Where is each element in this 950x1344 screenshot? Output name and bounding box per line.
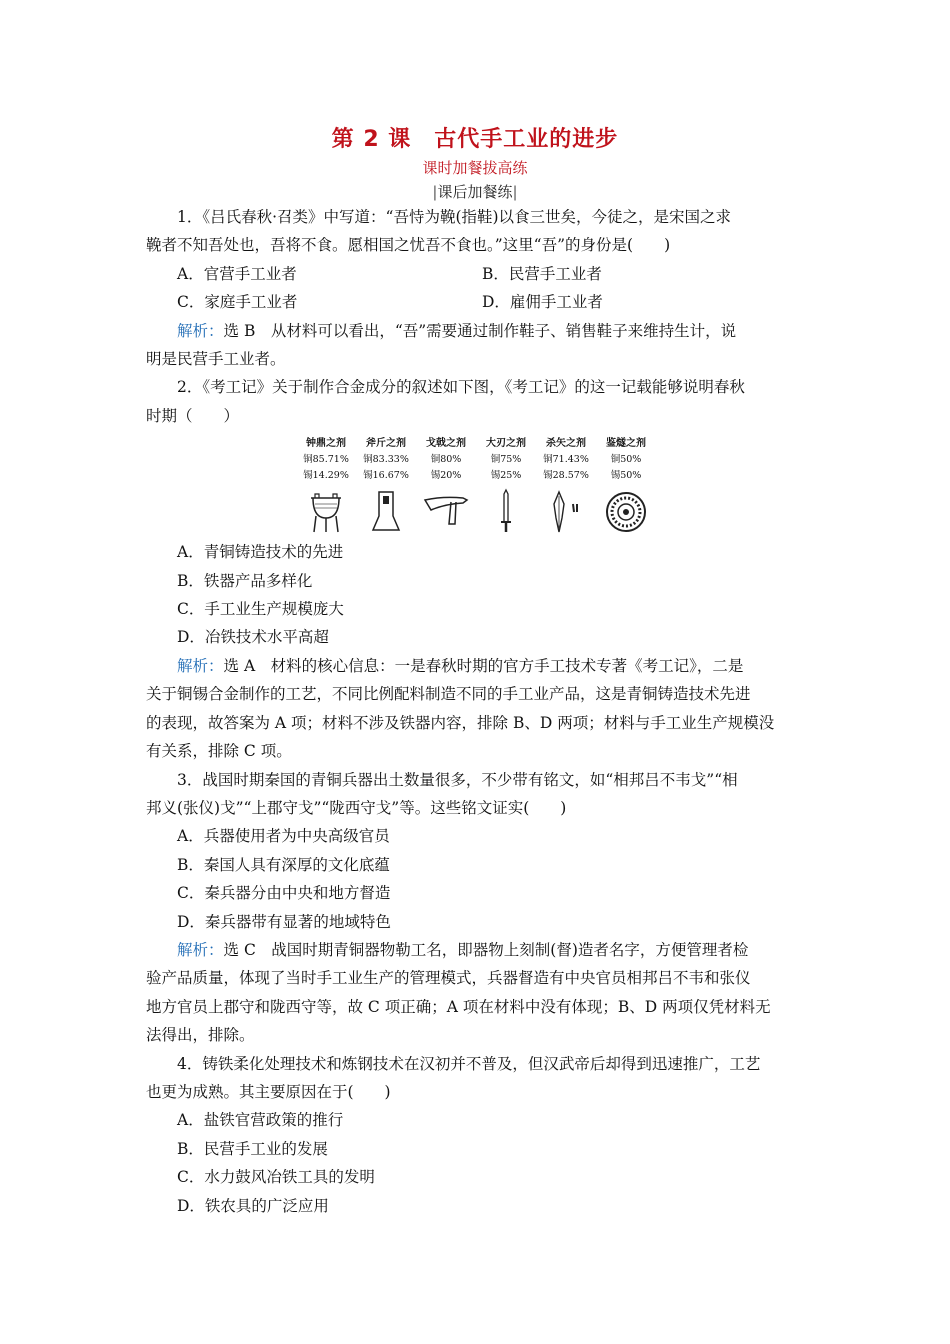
sword-icon xyxy=(483,488,529,534)
option-a: A．盐铁官营政策的推行 xyxy=(177,1111,344,1130)
arrowhead-icon xyxy=(543,488,589,534)
dagger-axe-icon xyxy=(423,488,469,534)
ding-vessel-icon xyxy=(303,488,349,534)
option-d: D．秦兵器带有显著的地域特色 xyxy=(177,912,391,931)
option-c: C．家庭手工业者 xyxy=(177,293,298,312)
option-a: A．青铜铸造技术的先进 xyxy=(177,543,344,562)
section-tag: |课后加餐练| xyxy=(432,183,518,201)
option-a: A．官营手工业者 xyxy=(177,264,297,283)
option-d: D．冶铁技术水平高超 xyxy=(177,628,329,647)
option-d: D．雇佣手工业者 xyxy=(482,293,603,312)
question-stem: 1．《吕氏春秋·召类》中写道：“吾恃为鞔(指鞋)以食三世矣，今徒之，是宋国之求 鞔者不知吾处也，吾将不食。愿相国之忧吾不食也。”这里“吾”的身份是( ) xyxy=(146,208,732,255)
question-1 xyxy=(146,203,806,373)
question-stem: 3．战国时期秦国的青铜兵器出土数量很多，不少带有铭文，如“相邦吕不韦戈”“相 邦义(张仪)戈”“上郡守戈”“陇西守戈”等。这些铭文证实( ) xyxy=(146,770,738,817)
option-b: B．民营手工业者 xyxy=(482,264,602,283)
option-c: C．手工业生产规模庞大 xyxy=(177,600,344,619)
analysis-label: 解析： xyxy=(177,940,224,959)
analysis: 解析：选 B 从材料可以看出，“吾”需要通过制作鞋子、销售鞋子来维持生计，说 明是民营手工业者。 xyxy=(146,321,737,369)
analysis-label: 解析： xyxy=(177,656,224,675)
figure-item: 大刃之剂 铜75% 锡25% xyxy=(479,436,533,534)
figure-item: 鉴燧之剂 铜50% 锡50% xyxy=(599,436,653,534)
questions-body xyxy=(146,203,806,1220)
option-b: B．铁器产品多样化 xyxy=(177,571,313,590)
question-stem: 4．铸铁柔化处理技术和炼钢技术在汉初并不普及，但汉武帝后却得到迅速推广，工艺 也更为成熟。其主要原因在于( ) xyxy=(146,1054,761,1101)
lesson-title: 第 2 课 古代手工业的进步 xyxy=(331,127,619,152)
option-a: A．兵器使用者为中央高级官员 xyxy=(177,827,390,846)
lesson-subtitle: 课时加餐拔高练 xyxy=(422,159,528,177)
question-stem: 2．《考工记》关于制作合金成分的叙述如下图，《考工记》的这一记载能够说明春秋 时期（ ） xyxy=(146,378,745,425)
figure-item: 戈戟之剂 铜80% 锡20% xyxy=(419,436,473,534)
options-row xyxy=(146,260,806,288)
option-c: C．秦兵器分由中央和地方督造 xyxy=(177,884,391,903)
figure-item: 斧斤之剂 铜83.33% 锡16.67% xyxy=(359,436,413,534)
alloy-figure xyxy=(146,436,806,534)
options-row xyxy=(146,288,806,316)
option-b: B．秦国人具有深厚的文化底蕴 xyxy=(177,855,390,874)
axe-icon xyxy=(363,488,409,534)
figure-item: 杀矢之剂 铜71.43% 锡28.57% xyxy=(539,436,593,534)
question-3 xyxy=(146,766,806,1050)
mirror-icon xyxy=(603,488,649,534)
question-2 xyxy=(146,373,806,765)
option-d: D．铁农具的广泛应用 xyxy=(177,1196,329,1215)
figure-item: 钟鼎之剂 铜85.71% 锡14.29% xyxy=(299,436,353,534)
question-4 xyxy=(146,1050,806,1220)
option-c: C．水力鼓风冶铁工具的发明 xyxy=(177,1168,375,1187)
option-b: B．民营手工业的发展 xyxy=(177,1139,328,1158)
analysis-label: 解析： xyxy=(177,321,224,340)
analysis: 解析：选 C 战国时期青铜器物勒工名，即器物上刻制(督)造者名字，方便管理者检 验产品质量，体现了当时手工业生产的管理模式，兵器督造有中央官员相邦吕不韦和张仪 地方官员上郡守和陇西守等，故 C 项正确；A 项在材料中没有体现；B、D 两项仅凭材料无 法得出，排除。 xyxy=(146,940,771,1045)
analysis: 解析：选 A 材料的核心信息：一是春秋时期的官方手工技术专著《考工记》，二是 关于铜锡合金制作的工艺，不同比例配料制造不同的手工业产品，这是青铜铸造技术先进 的表现，故答案为 A 项；材料不涉及铁器内容，排除 B、D 两项；材料与手工业生产规模没 有关系，排除 C 项。 xyxy=(146,656,775,761)
